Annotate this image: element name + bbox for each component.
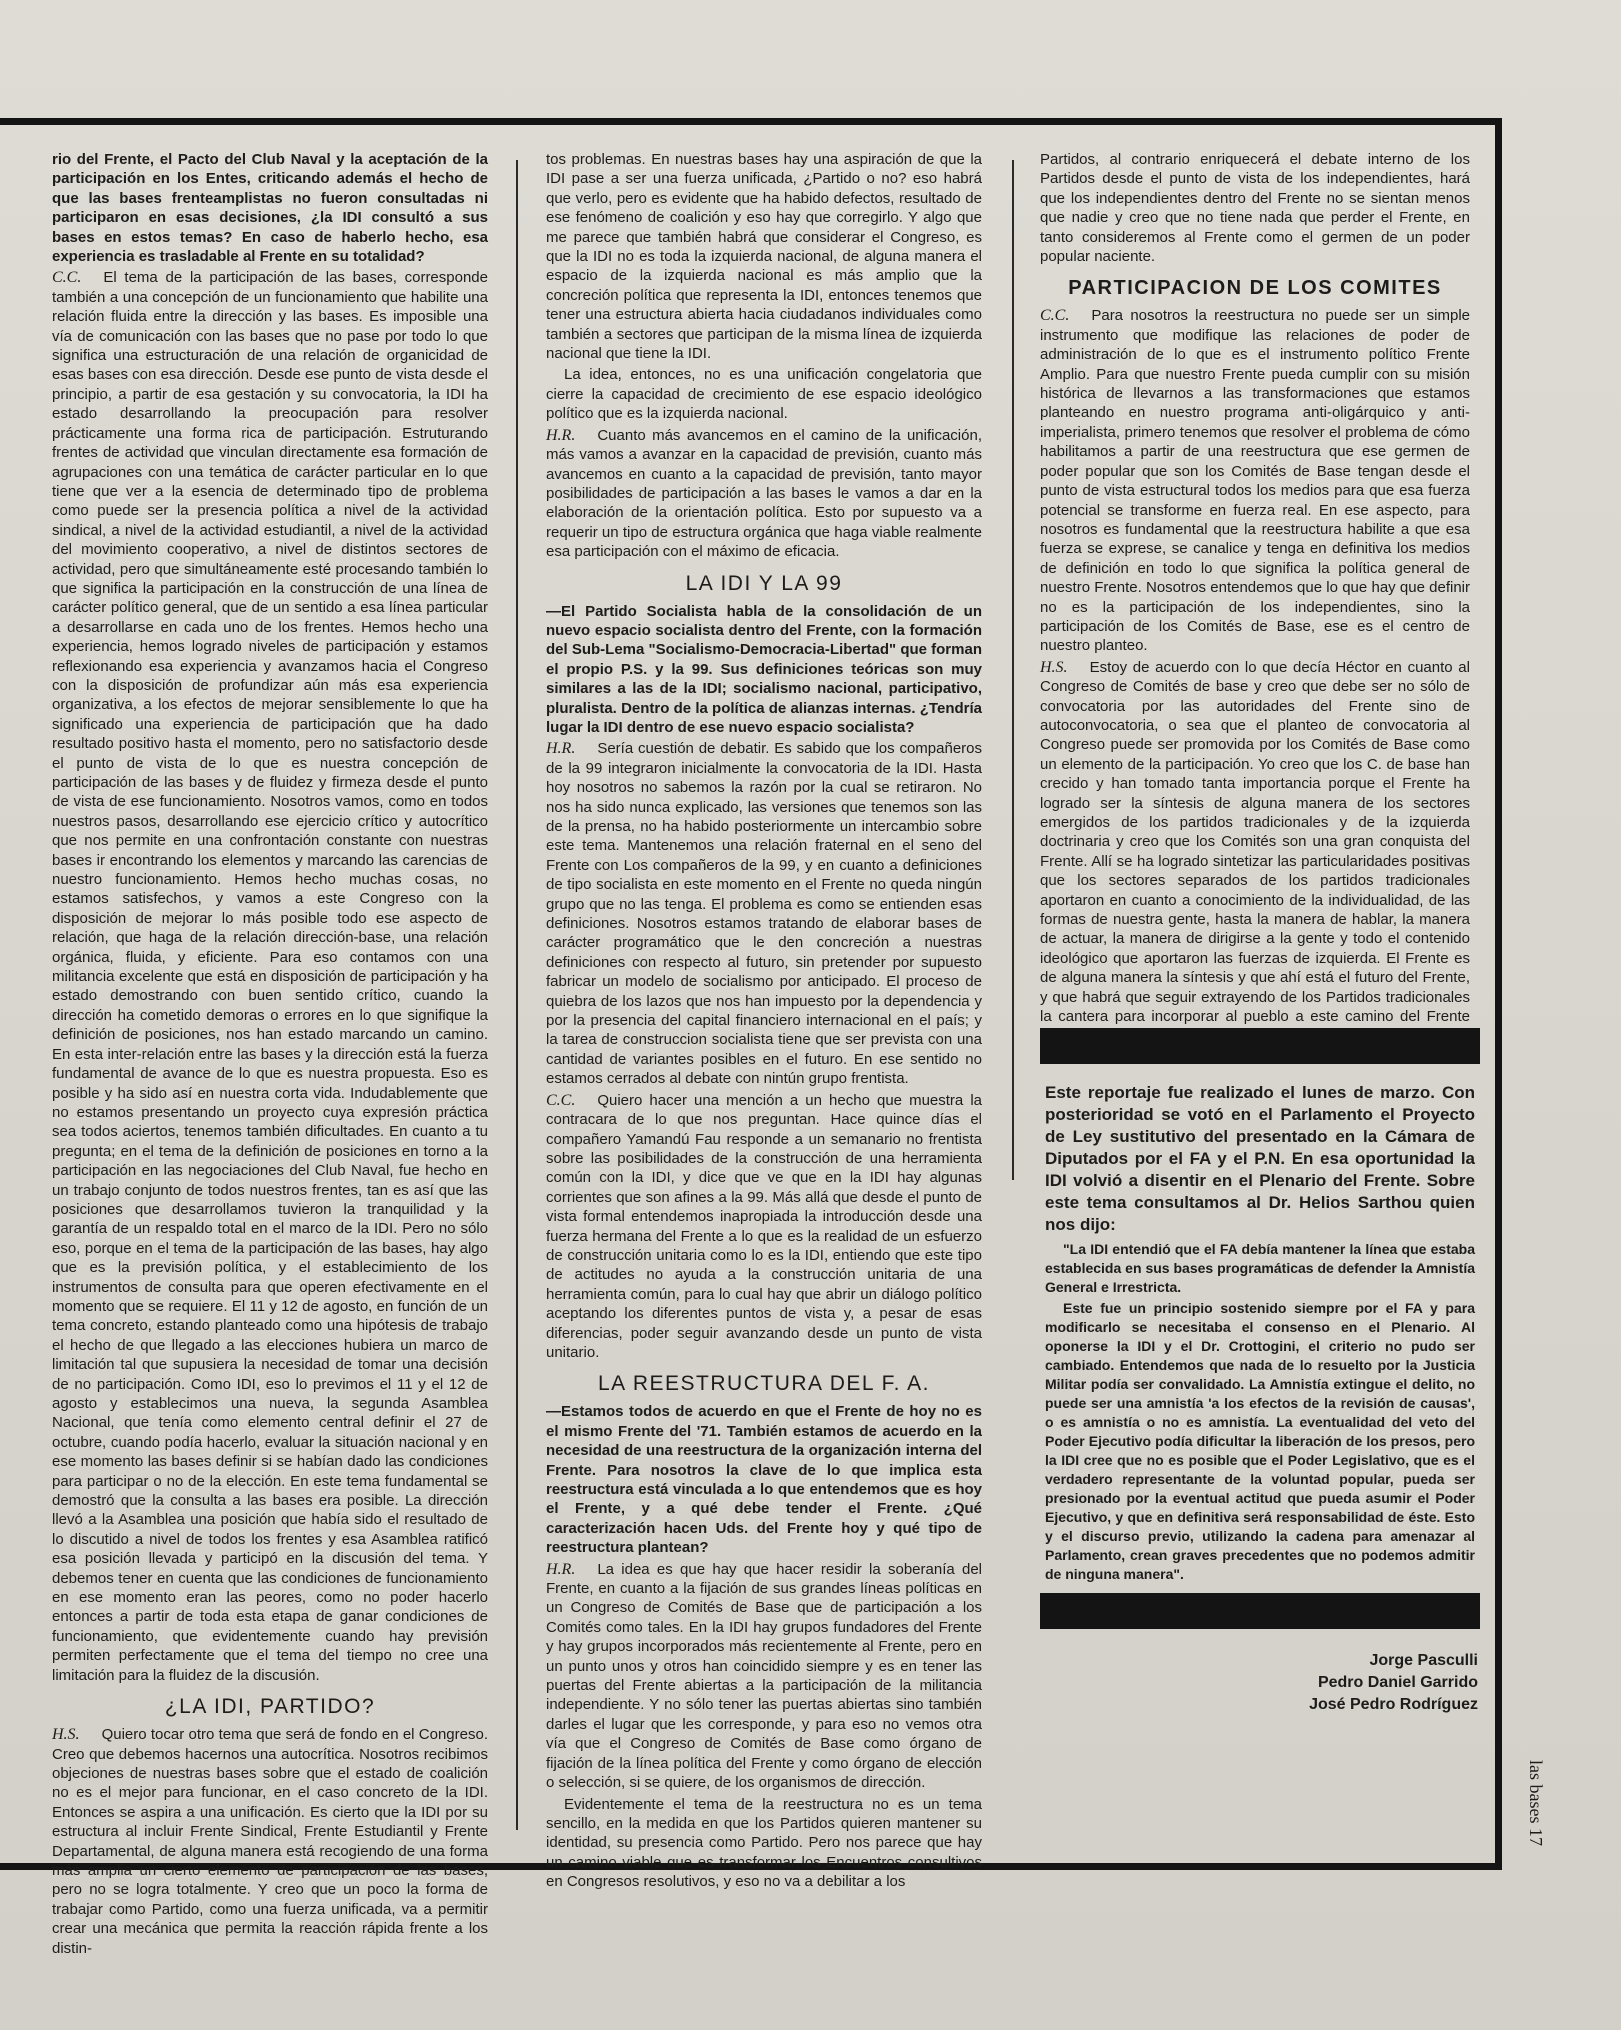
speaker-initials: C.C.: [52, 269, 82, 287]
article-column-1: [52, 150, 488, 1957]
section-heading: ¿LA IDI, PARTIDO?: [164, 1695, 376, 1719]
question-paragraph: —El Partido Socialista habla de la consolidación de un nuevo espacio socialista dentro del Frente, con la formación del Sub-Lema "Socialismo-Democracia-Libertad" que forman el propio P.S. y la 99. Sus definiciones teóricas son muy similares a las de la IDI; socialismo nacional, participativo, pluralista. Dentro de la política de alianzas internas. ¿Tendría lugar la IDI dentro de ese nuevo espacio socialista?: [546, 602, 982, 736]
addendum-intro: Este reportaje fue realizado el lunes de marzo. Con posterioridad se votó en el Parlamento el Proyecto de Ley sustitutivo del presentado en la Cámara de Diputados por el FA y el P.N. En esa oportunidad la IDI volvió a disentir en el Plenario del Frente. Sobre este tema consultamos al Dr. Helios Sarthou quien nos dijo:: [1045, 1083, 1475, 1234]
answer-paragraph: Estoy de acuerdo con lo que decía Héctor en cuanto al Congreso de Comités de base y creo que debe ser no sólo de convocatoria por las autoridades del Frente sino de autoconvocatoria, o sea que el planteo de convocatoria al Congreso puede ser promovida por los Comités de Base como un elemento de la participación. Yo creo que los C. de base han crecido y han tomado tanta importancia porque el Frente ha logrado ser la síntesis de alguna manera de los sectores emergidos de los partidos tradicionales y de la izquierda doctrinaria y creo que los Comités son una gran conquista del Frente. Allí se ha logrado sintetizar las particularidades positivas que los sectores separados de los partidos tradicionales aportaron en cuanto a conocimiento de la individualidad, de las formas de nuestra gente, hasta la manera de hablar, la manera de actuar, la manera de dirigirse a la gente y todo el contenido ideológico que aportaron las fuerzas de izquierda. El Frente es de alguna manera la síntesis y que ahí está el futuro del Frente, y que habrá que seguir extrayendo de los Partidos tradicionales la cantera para incorporar al pueblo a este camino del Frente: [1040, 658, 1470, 1026]
answer-paragraph: Sería cuestión de debatir. Es sabido que los compañeros de la 99 integraron inicialmente la convocatoria de la IDI. Hasta hoy nosotros no sabemos la razón por la cual se retiraron. No nos ha sido nunca explicado, las versiones que tenemos son las de la prensa, no ha habido posteriormente un intercambio sobre este tema. Mantenemos una relación fraternal en el seno del Frente con Los compañeros de la 99, y en cuanto a definiciones de tipo socialista en este momento en el Frente no queda ningún grupo que no las tenga. El problema es como se entienden esas definiciones. Nosotros estamos tratando de elaborar bases de carácter programático que le den concreción a nuestras definiciones con respecto al futuro, sin pretender por supuesto fabricar un modelo de socialismo por anticipado. El proceso de quiebra de los lazos que nos han impuesto por la dependencia y por la presencia del capital financiero internacional en el país; y la tarea de construccion socialista tiene que ser prevista con una cantidad de variantes posibles en el futuro. En ese sentido no estamos cerrados al debate con nintún grupo frentista.: [546, 740, 982, 1088]
answer-paragraph: La idea es que hay que hacer residir la soberanía del Frente, en cuanto a la fijación de sus grandes líneas políticas en un Congreso de Comités de Base que de participación a los Comités como tales. En la IDI hay grupos fundadores del Frente y hay grupos incorporados más recientemente al Frente, pero en un punto unos y otros han coincidido siempre y es en tener las puertas del Frente abiertas a la participación de la militancia independiente. Y no sólo tener las puertas abiertas sino también darles el lugar que les corresponde, y para eso no vemos otra vía que el Congreso de Comités de Base como órgano de fijación de la línea política del Frente y como órgano de elección o selección, si se quiere, de los organismos de dirección.: [546, 1560, 982, 1792]
author-name: Pedro Daniel Garrido: [1317, 1674, 1478, 1691]
column-rule: [1012, 160, 1014, 1180]
answer-paragraph: Cuanto más avancemos en el camino de la unificación, más vamos a avanzar en la capacidad de previsión, cuanto más avancemos en cuanto a la capacidad de previsión, tanto mayor posibilidades de participación a las bases le vamos a dar en la elaboración de la orientación política. Esto por supuesto va a requerir un tipo de estructura orgánica que haga viable realmente esa participación con el máximo de eficacia.: [546, 426, 982, 561]
section-heading: PARTICIPACION DE LOS COMITES: [1068, 277, 1442, 300]
quote-paragraph: Este fue un principio sostenido siempre por el FA y para modificarlo se necesitaba el consenso en el Plenario. Al oponerse la IDI y el Dr. Crottogini, el criterio no pudo ser cambiado. Entendemos que nada de lo resuelto por la Justicia Militar podía ser convalidado. La Amnistía extingue el delito, no puede ser una amnistía 'a los efectos de la revisión de causas', o es amnistía o no es amnistía. La eventualidad del veto del Poder Ejecutivo podía dificultar la liberación de los presos, pero la IDI cree que no es posible que el Poder Legislativo, que es el verdadero representante de la voluntad popular, pueda ser presionado por la eventual actitud que pueda asumir el Poder Ejecutivo, y que en definitiva será responsabilidad de éste. Esto y el discurso previo, utilizando la cadena para amenazar al Parlamento, crean graves precedentes que no podemos admitir de ninguna manera".: [1045, 1300, 1475, 1582]
speaker-initials: H.S.: [1040, 658, 1068, 676]
black-bar: [1040, 1593, 1480, 1629]
answer-paragraph: Para nosotros la reestructura no puede ser un simple instrumento que modifique las relaciones de poder de administración de lo que es el instrumento político Frente Amplio. Para que nuestro Frente pueda cumplir con su misión histórica de llevarnos a las transformaciones que estamos planteando en nuestro programa anti-oligárquico y anti-imperialista, primero tenemos que resolver el problema de cómo habilitamos a partir de una reestructura que ese germen de poder popular que son los Comités de Base tengan desde el punto de vista estructural todos los medios para que esa fuerza potencial se transforme en fuerza real. En ese aspecto, para nosotros es fundamental que la reestructura habilite a que esa fuerza se exprese, se canalice y tenga en definitiva los medios de definición en todo lo que significa la política general de nuestro Frente. Nosotros entendemos que lo que hay que definir no es la participación de los independientes, sino la participación de los Comités de Base, ese es el centro de nuestro planteo.: [1040, 307, 1470, 655]
column-rule: [516, 160, 518, 1830]
answer-paragraph: La idea, entonces, no es una unificación congelatoria que cierre la capacidad de crecimiento de ese espacio ideológico político que es la izquierda nacional.: [546, 366, 982, 423]
author-signatures: [1180, 1650, 1478, 1716]
quote-paragraph: "La IDI entendió que el FA debía mantener la línea que estaba establecida en sus bases programáticas de defender la Amnistía General e Irrestricta.: [1045, 1241, 1475, 1295]
answer-paragraph: Evidentemente el tema de la reestructura no es un tema sencillo, en la medida en que los Partidos quieren mantener su identidad, su presencia como Partido. Pero nos parece que hay un camino viable que es transformar los Encuentros consultivos en Congresos resolutivos, y eso no va a debilitar a los: [546, 1795, 982, 1891]
speaker-initials: H.R.: [546, 1560, 576, 1578]
answer-paragraph: Quiero hacer una mención a un hecho que muestra la contracara de lo que nos preguntan. Hace quince días el compañero Yamandú Fau responde a un semanario no frentista sobre las posibilidades de la construcción de una herramienta común con la IDI, y dice que ve que en la IDI hay algunas corrientes que son afines a la 99. Más allá que desde el punto de vista formal entendemos inapropiada la introducción desde una fuerza hermana del Frente a lo que es la realidad de un esfuerzo de construcción unitaria como lo es la IDI, entiendo que este tipo de actitudes no ayuda a la construcción unitaria de una herramienta común, para lo cual hay que abrir un diálogo político aceptando los diferentes puntos de vista y, a pesar de esas diferencias, poder seguir avanzando desde un punto de vista unitario.: [546, 1091, 982, 1361]
answer-paragraph: El tema de la participación de las bases, corresponde también a una concepción de un funcionamiento que habilite una relación fluida entre la dirección y las bases. Es imposible una vía de comunicación con las bases que no pase por todo lo que significa una estructuración de una relación de organicidad de esas bases con esa dirección. Desde ese punto de vista desde el principio, a partir de esa gestación y su convocatoria, la IDI ha estado desarrollando la preocupación para resolver prácticamente una forma rica de participación. Estruturando frentes de actividad que vinculan directamente esa formación de agrupaciones con una temática de carácter particular en lo que tiene que ver a la esencia de determinado tipo de problema como puede ser la presencia política a nivel de la actividad sindical, a nivel de la actividad estudiantil, a nivel de la actividad del movimiento cooperativo, a nivel de distintos sectores de actividad, pero que simultáneamente esté procesando también lo que significa la participación en la construcción de una línea de carácter político general, que de un sentido a esa línea particular a desarrollarse en cada uno de los frentes. Hemos hecho una experiencia, hemos logrado niveles de participación y estamos reflexionando esa experiencia y avanzamos hacia el Congreso con la disposición de profundizar aún más esa experiencia organizativa, a los efectos de mejorar sensiblemente lo que ha significado una experiencia de participación que ha dado resultado positivo hasta el momento, pero no satisfactorio desde el punto de vista de lo que es nuestra concepción de participación de las bases y de fluidez y firmeza desde el punto de vista de ese funcionamiento. Nosotros vamos, como en todos nuestros pasos, desarrollando ese ejercicio crítico y autocrítico que nos permite en una confrontación constante con nuestras bases ir encontrando los elementos y marcando las carencias de nuestro funcionamiento. Hemos hecho muchas cosas, no estamos satisfechos, y vamos a este Congreso con la disposición de mejorar lo más posible todo ese aspecto de relación, que haga de la relación dirección-base, una relación orgánica, fluida, y eficiente. Para eso contamos con una militancia excelente que está en disposición de participación y ha estado demostrando con buen sentido crítico, cuando la dirección ha cometido demoras o errores en lo que signifique la definición de posiciones, nos han estado marcando un camino. En esta inter-relación entre las bases y la dirección está la fuerza fundamental de avance de lo que es nuestra propuesta. Eso es posible y ha sido así en nuestra corta vida. Indudablemente que no estamos presentando un proyecto cuya expresión práctica sea todos aciertos, tenemos también dificultades. En cuanto a tu pregunta; en el tema de la definición de posiciones en torno a la participación en las negociaciones del Club Naval, fue hecho en un trabajo conjunto de todos nuestros frentes, tan es así que las posiciones que desarrollamos tuvieron la tranquilidad y la garantía de un respaldo total en el marco de la IDI. Pero no sólo eso, porque en el tema de la participación de las bases, hay algo que es la previsión política, y el establecimiento de los instrumentos de consulta para que operen efectivamente en el momento que se requiere. El 11 y 12 de agosto, en función de un tema concreto, estando planteado como una hipótesis de trabajo el hecho de que llegado a las elecciones hubiera un marco de limitación tal que supusiera la necesidad de tomar una decisión de no participación. Como IDI, eso lo previmos el 11 y el 12 de agosto y establecimos una nueva, la segunda Asamblea Nacional, que tenía como elemento central definir el 27 de octubre, cuando podía hacerlo, evaluar la situación nacional y en ese momento las bases definir si se habían dado las condiciones para participar o no de la elección. En este tema fundamental se demostró que la consulta a las bases era posible. La dirección llevó a la Asamblea una posición que había sido el resultado de lo discutido a nivel de todos los frentes y esa Asamblea ratificó esa posición llevada y participó en la discusión del tema. Y debemos tener en cuenta que las condiciones de funcionamiento en ese momento eran las peores, como no poder hacerlo entonces a partir de toda esta etapa de ganar condiciones de funcionamiento, que evidentemente cuando hay previsión permiten perfectamente que el tema del tiempo no cree una limitación para la fluidez de la discusión.: [52, 269, 488, 1684]
section-heading: LA IDI Y LA 99: [685, 571, 843, 595]
folio-text: las bases 17: [1526, 1760, 1546, 1846]
answer-paragraph: Partidos, al contrario enriquecerá el debate interno de los Partidos desde el punto de vista de los independientes, hará que los independientes dentro del Frente no se sientan menos que nadie y creo que no tiene nada que perder el Frente, en tanto consideremos al Frente como el germen de un poder popular naciente.: [1040, 151, 1470, 266]
question-paragraph: rio del Frente, el Pacto del Club Naval y la aceptación de la participación en los Entes, criticando además el hecho de que las bases frenteamplistas no fueron consultadas ni participaron en esas decisiones, ¿la IDI consultó a sus bases en estos temas? En caso de haberlo hecho, esa experiencia es trasladable al Frente en su totalidad?: [52, 151, 488, 266]
author-name: José Pedro Rodríguez: [1309, 1696, 1478, 1713]
author-name: Jorge Pasculli: [1369, 1652, 1478, 1669]
speaker-initials: C.C.: [546, 1091, 576, 1109]
question-paragraph: —Estamos todos de acuerdo en que el Frente de hoy no es el mismo Frente del '71. También estamos de acuerdo en la necesidad de una reestructura de la organización interna del Frente. Para nosotros la clave de lo que implica esta reestructura está vinculada a lo que entendemos que es hoy el Frente, y a qué debe tender el Frente. ¿Qué caracterización hacen Uds. del Frente hoy y qué tipo de reestructura plantean?: [546, 1403, 982, 1557]
speaker-initials: C.C.: [1040, 307, 1070, 325]
speaker-initials: H.R.: [546, 426, 576, 444]
article-column-3: [1040, 150, 1470, 1080]
page-folio: [1518, 1760, 1558, 1870]
section-heading: LA REESTRUCTURA DEL F. A.: [598, 1372, 930, 1396]
speaker-initials: H.R.: [546, 740, 576, 758]
addendum-quote: [1045, 1240, 1475, 1586]
answer-paragraph: Quiero tocar otro tema que será de fondo en el Congreso. Creo que debemos hacernos una autocrítica. Nosotros recibimos objeciones de nuestras bases sobre que el estado de coalición no es el mejor para funcionar, en el caso concreto de la IDI. Entonces se aspira a una unificación. Es cierto que la IDI por su estructura al incluir Frente Sindical, Frente Estudiantil y Frente Departamental, de alguna manera está recogiendo de una forma más amplia un cierto elemento de participación de las bases, pero no se logra totalmente. Y creo que un poco la forma de trabajar como Partido, como una fuerza unificada, va a permitir crear una mecánica que permita la reacción rápida frente a los distin-: [52, 1726, 488, 1957]
answer-paragraph: tos problemas. En nuestras bases hay una aspiración de que la IDI pase a ser una fuerza unificada, ¿Partido o no? eso habrá que verlo, pero es evidente que ha habido defectos, resultado de ese fenómeno de coalición y eso hay que corregirlo. Y algo que me parece que también habrá que considerar el Congreso, es que la IDI no es toda la izquierda nacional, de alguna manera el espacio de la izquierda nacional es más amplio que la concreción política que representa la IDI, entonces tenemos que tener una estructura abierta hacia ciudadanos individuales como también a sectores que participan de la misma línea de izquierda nacional que tiene la IDI.: [546, 151, 982, 363]
black-bar: [1040, 1028, 1480, 1064]
speaker-initials: H.S.: [52, 1726, 80, 1744]
article-column-2: [546, 150, 982, 1891]
